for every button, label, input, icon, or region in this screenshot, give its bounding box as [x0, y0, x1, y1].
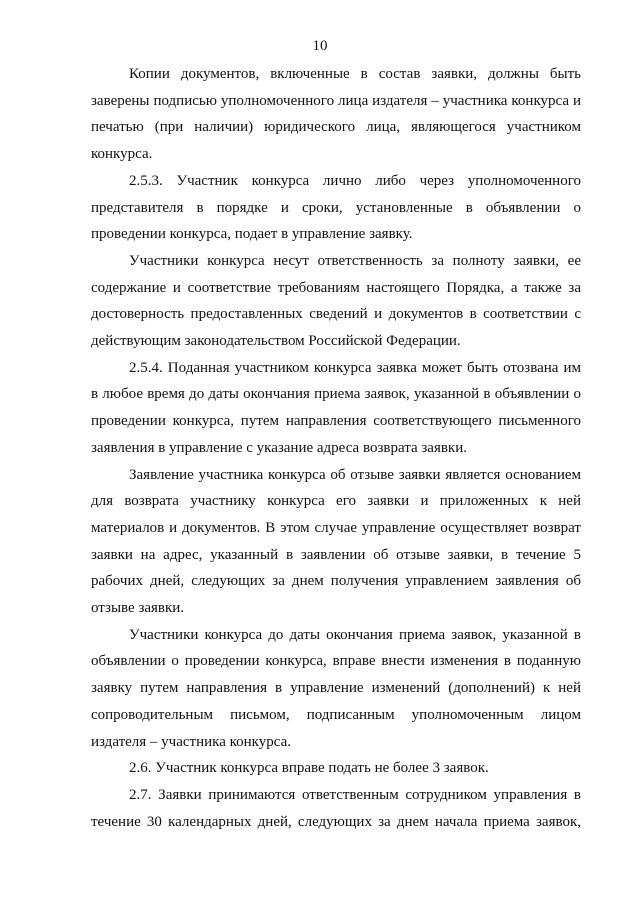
paragraph-2-7: 2.7. Заявки принимаются ответственным сотрудником управления в течение 30 календарных дней, следующих за днем начала приема заявок,: [91, 786, 581, 830]
paragraph-withdrawal: Заявление участника конкурса об отзыве заявки является основанием для возврата участнику конкурса его заявки и приложенных к ней материалов и документов. В этом случае управление осуществляет возврат заявки на адрес, указанный в заявлении об отзыве заявки, в течение 5 рабочих дней, следующих за днем получения управлением заявления об отзыве заявки.: [91, 466, 581, 617]
paragraph-document-copies: Копии документов, включенные в состав заявки, должны быть заверены подписью уполномоченного лица издателя – участника конкурса и печатью (при наличии) юридического лица, являющегося участником конкурса.: [91, 66, 581, 163]
paragraph-2-5-3: 2.5.3. Участник конкурса лично либо через уполномоченного представителя в порядке и сроки, установленные в объявлении о проведении конкурса, подает в управление заявку.: [91, 172, 581, 243]
paragraph-changes: Участники конкурса до даты окончания приема заявок, указанной в объявлении о проведении конкурса, вправе внести изменения в поданную заявку путем направления в управление изменений (дополнений) к ней сопроводительным письмом, подписанным уполномоченным лицом издателя – участника конкурса.: [91, 626, 581, 750]
paragraph-2-6: 2.6. Участник конкурса вправе подать не более 3 заявок.: [129, 760, 489, 777]
paragraph-2-5-4: 2.5.4. Поданная участником конкурса заявка может быть отозвана им в любое время до даты окончания приема заявок, указанной в объявлении о проведении конкурса, путем направления соответствующего письменного заявления в управление с указание адреса возврата заявки.: [91, 359, 581, 456]
paragraph-responsibility: Участники конкурса несут ответственность за полноту заявки, ее содержание и соответствие требованиям настоящего Порядка, а также за достоверность предоставленных сведений и документов в соответствии с действующим законодательством Российской Федерации.: [91, 252, 581, 350]
body-text: [91, 61, 581, 835]
page-number: 10: [312, 38, 328, 54]
